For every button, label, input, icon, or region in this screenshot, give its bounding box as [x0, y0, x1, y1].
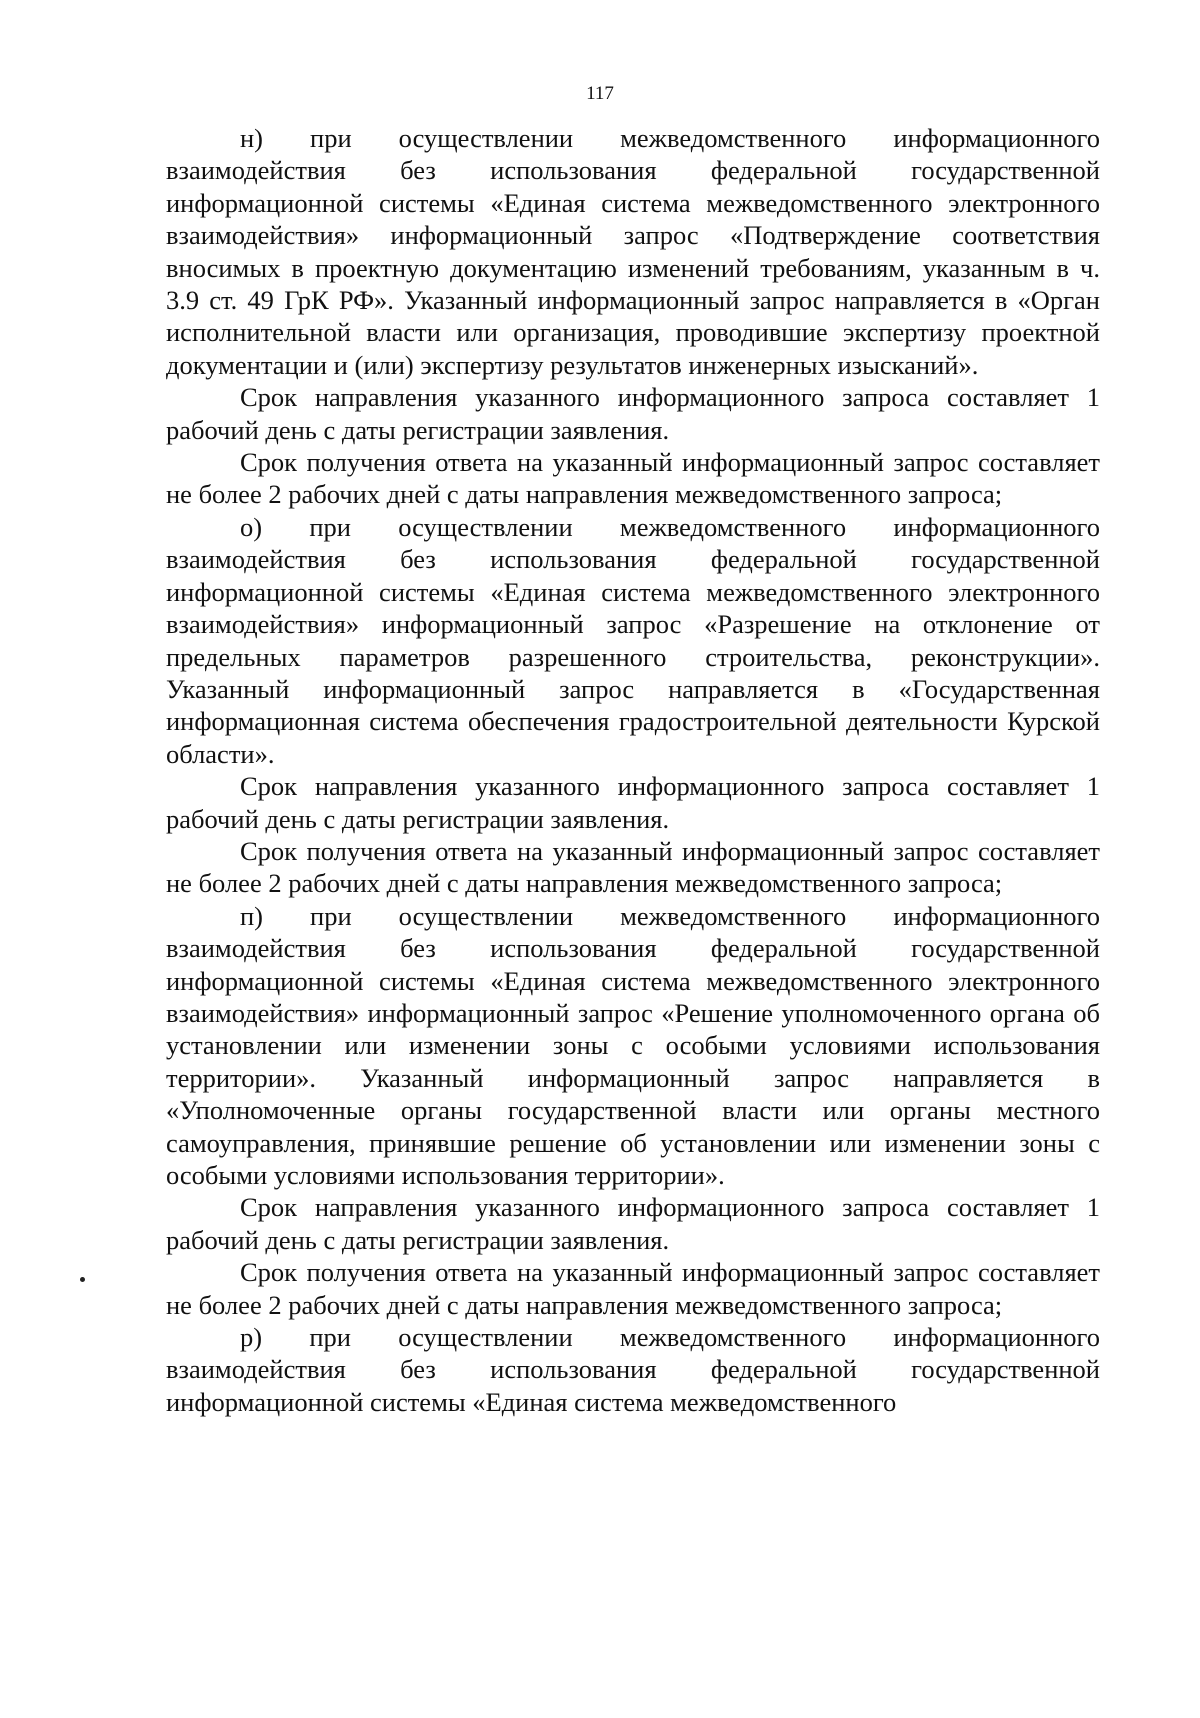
page-number: 117	[586, 83, 614, 104]
paragraph-n: н) при осуществлении межведомственного информационного взаимодействия без использования федеральной государственной информационной системы «Единая система межведомственного электронного взаимодействия» информационный запрос «Подтверждение соответствия вносимых в проектную документацию изменений требованиям, указанным в ч. 3.9 ст. 49 ГрК РФ». Указанный информационный запрос направляется в «Орган исполнительной власти или организация, проводившие экспертизу проектной документации и (или) экспертизу результатов инженерных изысканий».	[166, 123, 1100, 380]
paragraph-n-send-term: Срок направления указанного информационного запроса составляет 1 рабочий день с даты регистрации заявления.	[166, 382, 1100, 445]
margin-dot	[80, 1277, 85, 1282]
paragraph-o: о) при осуществлении межведомственного информационного взаимодействия без использования федеральной государственной информационной системы «Единая система межведомственного электронного взаимодействия» информационный запрос «Разрешение на отклонение от предельных параметров разрешенного строительства, реконструкции». Указанный информационный запрос направляется в «Государственная информационная система обеспечения градостроительной деятельности Курской области».	[166, 511, 1100, 769]
paragraph-o-response-term: Срок получения ответа на указанный информационный запрос составляет не более 2 рабочих дней с даты направления межведомственного запроса;	[166, 835, 1100, 899]
document-body	[166, 122, 1100, 1418]
paragraph-p: п) при осуществлении межведомственного информационного взаимодействия без использования федеральной государственной информационной системы «Единая система межведомственного электронного взаимодействия» информационный запрос «Решение уполномоченного органа об установлении или изменении зоны с особыми условиями использования территории». Указанный информационный запрос направляется в «Уполномоченные органы государственной власти или органы местного самоуправления, принявшие решение об установлении или изменении зоны с особыми условиями использования территории».	[166, 900, 1100, 1190]
paragraph-r: р) при осуществлении межведомственного информационного взаимодействия без использования федеральной государственной информационной системы «Единая система межведомственного	[166, 1322, 1100, 1417]
paragraph-o-send-term: Срок направления указанного информационного запроса составляет 1 рабочий день с даты регистрации заявления.	[166, 771, 1100, 834]
paragraph-p-response-term: Срок получения ответа на указанный информационный запрос составляет не более 2 рабочих дней с даты направления межведомственного запроса;	[166, 1257, 1100, 1320]
paragraph-p-send-term: Срок направления указанного информационного запроса составляет 1 рабочий день с даты регистрации заявления.	[166, 1192, 1100, 1255]
paragraph-n-response-term: Срок получения ответа на указанный информационный запрос составляет не более 2 рабочих дней с даты направления межведомственного запроса;	[166, 447, 1100, 510]
